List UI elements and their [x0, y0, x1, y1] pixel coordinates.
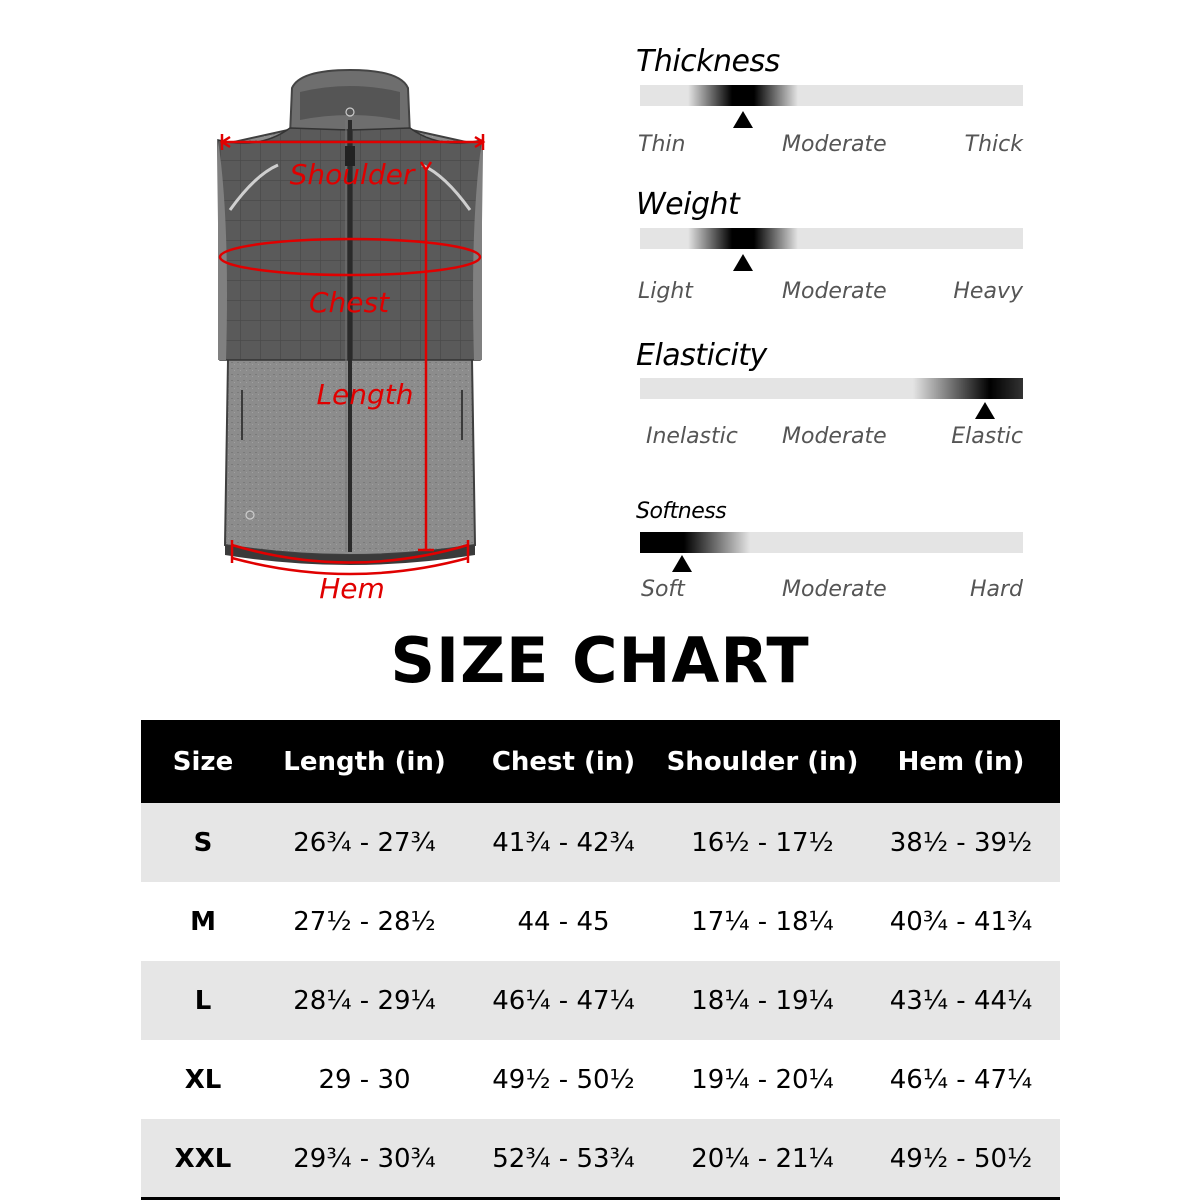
size-chart-title: SIZE CHART [390, 624, 810, 697]
cell-hem: 46¼ - 47¼ [862, 1040, 1060, 1119]
cell-length: 29¾ - 30¾ [265, 1119, 464, 1198]
scale-low-label: Soft [641, 577, 685, 602]
scale-level-shade [688, 228, 798, 249]
vest-measurement-diagram [200, 60, 510, 620]
table-row [141, 961, 1060, 1040]
header-size: Size [141, 720, 265, 803]
cell-hem: 38½ - 39½ [862, 803, 1060, 882]
scale-weight [636, 185, 1026, 315]
cell-shoulder: 16½ - 17½ [663, 803, 862, 882]
scale-track [640, 378, 1023, 399]
length-label: Length [316, 378, 414, 411]
cell-shoulder: 17¼ - 18¼ [663, 882, 862, 961]
cell-hem: 43¼ - 44¼ [862, 961, 1060, 1040]
scale-mid-label: Moderate [782, 424, 887, 449]
table-row [141, 1119, 1060, 1198]
cell-hem: 40¾ - 41¾ [862, 882, 1060, 961]
cell-chest: 41¾ - 42¾ [464, 803, 663, 882]
scale-mid-label: Moderate [782, 279, 887, 304]
scale-level-shade [913, 378, 1023, 399]
scale-title: Thickness [636, 44, 780, 79]
scale-marker [975, 402, 995, 419]
scale-thickness [636, 40, 1026, 170]
scale-track [640, 228, 1023, 249]
cell-shoulder: 20¼ - 21¼ [663, 1119, 862, 1198]
cell-length: 26¾ - 27¾ [265, 803, 464, 882]
vest-illustration [200, 60, 510, 620]
scale-softness [636, 497, 1026, 607]
scale-marker [733, 254, 753, 271]
size-chart-table [141, 720, 1060, 1198]
header-length: Length (in) [265, 720, 464, 803]
scale-title: Softness [636, 499, 727, 524]
chest-label: Chest [308, 286, 390, 319]
scale-high-label: Thick [964, 132, 1023, 157]
cell-size: XXL [141, 1119, 265, 1198]
table-header-row [141, 720, 1060, 803]
scale-level-shade [640, 532, 750, 553]
table-row [141, 1040, 1060, 1119]
scale-high-label: Heavy [953, 279, 1023, 304]
cell-chest: 46¼ - 47¼ [464, 961, 663, 1040]
cell-size: M [141, 882, 265, 961]
scale-track [640, 532, 1023, 553]
cell-chest: 52¾ - 53¾ [464, 1119, 663, 1198]
table-row [141, 803, 1060, 882]
header-chest: Chest (in) [464, 720, 663, 803]
cell-chest: 49½ - 50½ [464, 1040, 663, 1119]
scale-marker [672, 555, 692, 572]
scale-mid-label: Moderate [782, 577, 887, 602]
cell-shoulder: 18¼ - 19¼ [663, 961, 862, 1040]
header-shoulder: Shoulder (in) [663, 720, 862, 803]
cell-size: XL [141, 1040, 265, 1119]
scale-low-label: Thin [638, 132, 686, 157]
scale-marker [733, 111, 753, 128]
scale-title: Elasticity [636, 338, 767, 373]
scale-title: Weight [636, 187, 740, 222]
cell-length: 29 - 30 [265, 1040, 464, 1119]
scale-level-shade [688, 85, 798, 106]
cell-length: 27½ - 28½ [265, 882, 464, 961]
shoulder-label: Shoulder [289, 158, 415, 191]
cell-shoulder: 19¼ - 20¼ [663, 1040, 862, 1119]
header-hem: Hem (in) [862, 720, 1060, 803]
hem-label: Hem [319, 572, 385, 605]
cell-length: 28¼ - 29¼ [265, 961, 464, 1040]
scale-elasticity [636, 336, 1026, 466]
scale-track [640, 85, 1023, 106]
scale-mid-label: Moderate [782, 132, 887, 157]
scale-low-label: Inelastic [646, 424, 738, 449]
table-row [141, 882, 1060, 961]
scale-low-label: Light [638, 279, 693, 304]
scale-high-label: Elastic [951, 424, 1023, 449]
cell-chest: 44 - 45 [464, 882, 663, 961]
cell-size: S [141, 803, 265, 882]
cell-size: L [141, 961, 265, 1040]
cell-hem: 49½ - 50½ [862, 1119, 1060, 1198]
scale-high-label: Hard [969, 577, 1023, 602]
